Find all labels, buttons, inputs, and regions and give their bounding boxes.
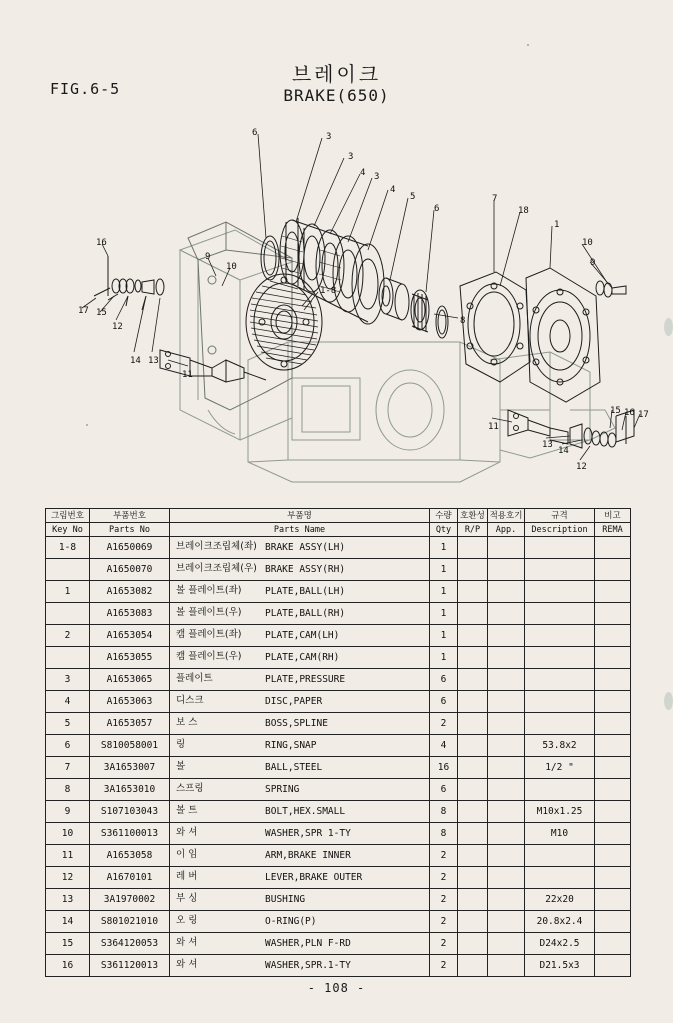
table-row[interactable] (46, 691, 631, 713)
cell-partsname (170, 669, 430, 691)
table-row[interactable] (46, 603, 631, 625)
cell-partsname (170, 823, 430, 845)
cell-rp (458, 669, 488, 691)
callout: 15 (610, 406, 621, 416)
col-header-keyno-ko: 그림번호 (46, 509, 90, 523)
table-row[interactable] (46, 779, 631, 801)
cell-partsname-en: LEVER,BRAKE OUTER (265, 871, 363, 883)
cell-desc (525, 581, 595, 603)
cell-partsname-en: BOSS,SPLINE (265, 717, 328, 729)
cell-partno: S364120053 (90, 933, 170, 955)
cell-partsname-ko: 브레이크조립체(좌) (176, 541, 257, 552)
cell-partsname (170, 735, 430, 757)
cell-rema (595, 537, 631, 559)
cell-partsname-en: PLATE,PRESSURE (265, 673, 346, 685)
cell-rp (458, 757, 488, 779)
callout: 14 (130, 356, 141, 366)
cell-rp (458, 647, 488, 669)
cell-qty: 2 (430, 911, 458, 933)
parts-table-container (45, 508, 630, 977)
cell-rema (595, 647, 631, 669)
cell-rema (595, 625, 631, 647)
cell-qty: 1 (430, 603, 458, 625)
cell-partno: A1650069 (90, 537, 170, 559)
cell-qty: 1 (430, 581, 458, 603)
cell-rema (595, 933, 631, 955)
cell-rema (595, 559, 631, 581)
cell-rp (458, 735, 488, 757)
cell-qty: 8 (430, 823, 458, 845)
cell-partsname-ko: 보 스 (176, 717, 198, 728)
cell-rp (458, 867, 488, 889)
scan-speck (527, 44, 529, 46)
callout: 3 (326, 132, 332, 142)
callout: 16 (96, 238, 107, 248)
cell-partsname-ko: 이 임 (176, 849, 198, 860)
cell-qty: 1 (430, 625, 458, 647)
cell-keyno: 13 (46, 889, 90, 911)
cell-desc: 1/2 " (525, 757, 595, 779)
cell-app (488, 801, 525, 823)
table-row[interactable] (46, 801, 631, 823)
cell-partsname-ko: 와 셔 (176, 959, 198, 970)
cell-desc (525, 603, 595, 625)
cell-app (488, 779, 525, 801)
cell-app (488, 757, 525, 779)
cell-partsname-ko: 오 링 (176, 915, 198, 926)
table-row[interactable] (46, 933, 631, 955)
cell-partsname-ko: 볼 (176, 761, 186, 772)
cell-partsname-en: BOLT,HEX.SMALL (265, 805, 346, 817)
cell-qty: 2 (430, 933, 458, 955)
col-header-keyno: Key No (46, 523, 90, 537)
cell-partno: S810058001 (90, 735, 170, 757)
callout: 10 (582, 238, 593, 248)
cell-rp (458, 933, 488, 955)
cell-partsname-en: O-RING(P) (265, 915, 317, 927)
table-row[interactable] (46, 581, 631, 603)
col-header-app: App. (488, 523, 525, 537)
table-row[interactable] (46, 955, 631, 977)
cell-partno: A1653058 (90, 845, 170, 867)
cell-partno: A1653055 (90, 647, 170, 669)
cell-desc: M10 (525, 823, 595, 845)
cell-partno: A1653083 (90, 603, 170, 625)
cell-keyno: 14 (46, 911, 90, 933)
callout: 4 (360, 168, 366, 178)
cell-desc (525, 845, 595, 867)
cell-app (488, 911, 525, 933)
cell-rp (458, 845, 488, 867)
cell-partsname-en: PLATE,CAM(LH) (265, 629, 340, 641)
cell-desc (525, 647, 595, 669)
cell-partsname-ko: 와 셔 (176, 937, 198, 948)
table-row[interactable] (46, 867, 631, 889)
cell-rp (458, 801, 488, 823)
cell-rema (595, 735, 631, 757)
cell-rema (595, 757, 631, 779)
callout: 10 (226, 262, 237, 272)
cell-keyno: 2 (46, 625, 90, 647)
cell-desc: D21.5x3 (525, 955, 595, 977)
cell-app (488, 647, 525, 669)
callout: 6 (252, 128, 258, 138)
scan-artifact-bottom (664, 692, 673, 710)
cell-rema (595, 911, 631, 933)
table-header-row-english (46, 523, 631, 537)
cell-app (488, 691, 525, 713)
cell-qty: 6 (430, 691, 458, 713)
cell-qty: 6 (430, 779, 458, 801)
cell-partsname-ko: 레 버 (176, 871, 198, 882)
cell-partsname (170, 933, 430, 955)
table-row[interactable] (46, 647, 631, 669)
col-header-qty: Qty (430, 523, 458, 537)
cell-partsname (170, 603, 430, 625)
callout: 1-8 (320, 286, 337, 296)
cell-partsname (170, 559, 430, 581)
callout: 15 (96, 308, 107, 318)
cell-partsname (170, 955, 430, 977)
cell-rp (458, 911, 488, 933)
cell-qty: 1 (430, 559, 458, 581)
cell-qty: 16 (430, 757, 458, 779)
cell-keyno: 4 (46, 691, 90, 713)
cell-partsname-ko: 디스크 (176, 695, 204, 706)
cell-qty: 2 (430, 955, 458, 977)
cell-partsname-ko: 와 셔 (176, 827, 198, 838)
table-row[interactable] (46, 823, 631, 845)
cell-qty: 4 (430, 735, 458, 757)
table-row[interactable] (46, 713, 631, 735)
cell-keyno: 7 (46, 757, 90, 779)
cell-partsname (170, 911, 430, 933)
cell-rp (458, 955, 488, 977)
cell-partsname-ko: 볼 플레이트(우) (176, 607, 242, 618)
cell-partsname (170, 713, 430, 735)
cell-partno: 3A1653010 (90, 779, 170, 801)
cell-partsname-en: SPRING (265, 783, 300, 795)
cell-desc: 53.8x2 (525, 735, 595, 757)
cell-keyno (46, 603, 90, 625)
col-header-rp: R/P (458, 523, 488, 537)
callout: 16 (624, 408, 635, 418)
callout: 4 (390, 185, 396, 195)
table-row[interactable] (46, 625, 631, 647)
cell-qty: 2 (430, 713, 458, 735)
callout: 5 (410, 192, 416, 202)
page-number: - 108 - (307, 981, 366, 995)
cell-partsname (170, 537, 430, 559)
cell-desc (525, 779, 595, 801)
cell-partsname-ko: 볼 트 (176, 805, 198, 816)
cell-qty: 1 (430, 537, 458, 559)
cell-rp (458, 779, 488, 801)
cell-keyno: 10 (46, 823, 90, 845)
cell-desc (525, 625, 595, 647)
cell-keyno (46, 647, 90, 669)
cell-partno: S361120013 (90, 955, 170, 977)
table-row[interactable] (46, 559, 631, 581)
cell-desc (525, 537, 595, 559)
cell-keyno: 11 (46, 845, 90, 867)
col-header-qty-ko: 수량 (430, 509, 458, 523)
cell-partno: A1653054 (90, 625, 170, 647)
cell-rp (458, 603, 488, 625)
cell-partno: 3A1653007 (90, 757, 170, 779)
cell-partno: S801021010 (90, 911, 170, 933)
cell-keyno: 9 (46, 801, 90, 823)
callout: 11 (182, 370, 193, 380)
cell-app (488, 713, 525, 735)
cell-rp (458, 713, 488, 735)
figure-number: FIG.6-5 (50, 80, 121, 98)
callout: 3 (348, 152, 354, 162)
col-header-partno: Parts No (90, 523, 170, 537)
cell-partsname-en: WASHER,SPR.1-TY (265, 959, 351, 971)
cell-app (488, 845, 525, 867)
cell-partno: S361100013 (90, 823, 170, 845)
cell-partsname-en: WASHER,SPR 1-TY (265, 827, 351, 839)
cell-keyno: 1 (46, 581, 90, 603)
table-row[interactable] (46, 537, 631, 559)
scan-artifact-top (664, 318, 673, 336)
cell-partno: 3A1970002 (90, 889, 170, 911)
callout: 3 (374, 172, 380, 182)
cell-desc (525, 691, 595, 713)
cell-keyno: 8 (46, 779, 90, 801)
cell-app (488, 669, 525, 691)
callout: 12 (112, 322, 123, 332)
table-row[interactable] (46, 669, 631, 691)
cell-rema (595, 603, 631, 625)
cell-partsname (170, 889, 430, 911)
cell-rema (595, 801, 631, 823)
cell-desc (525, 669, 595, 691)
col-header-rema-ko: 비고 (595, 509, 631, 523)
cell-desc (525, 867, 595, 889)
callout: 13 (148, 356, 159, 366)
cell-rp (458, 537, 488, 559)
cell-rema (595, 581, 631, 603)
cell-partno: A1670101 (90, 867, 170, 889)
cell-rema (595, 779, 631, 801)
callout: 9 (590, 258, 596, 268)
cell-desc: M10x1.25 (525, 801, 595, 823)
parts-table-body (46, 537, 631, 977)
cell-rema (595, 669, 631, 691)
cell-qty: 1 (430, 647, 458, 669)
cell-app (488, 559, 525, 581)
table-row[interactable] (46, 911, 631, 933)
callout: 14 (558, 446, 569, 456)
cell-rp (458, 823, 488, 845)
col-header-partsname-ko: 부품명 (170, 509, 430, 523)
cell-partno: S107103043 (90, 801, 170, 823)
callout: 8 (460, 316, 466, 326)
cell-app (488, 867, 525, 889)
cell-partsname-en: BALL,STEEL (265, 761, 323, 773)
table-row[interactable] (46, 889, 631, 911)
cell-qty: 8 (430, 801, 458, 823)
cell-partsname-en: ARM,BRAKE INNER (265, 849, 351, 861)
col-header-rp-ko: 호환성 (458, 509, 488, 523)
cell-keyno: 15 (46, 933, 90, 955)
page-title-korean: 브레이크 (291, 62, 382, 86)
col-header-rema: REMA (595, 523, 631, 537)
cell-app (488, 933, 525, 955)
cell-desc (525, 559, 595, 581)
cell-partsname (170, 801, 430, 823)
table-row[interactable] (46, 845, 631, 867)
cell-partno: A1653082 (90, 581, 170, 603)
callout: 6 (434, 204, 440, 214)
cell-app (488, 735, 525, 757)
cell-rema (595, 713, 631, 735)
cell-partno: A1653063 (90, 691, 170, 713)
cell-qty: 6 (430, 669, 458, 691)
cell-partsname (170, 581, 430, 603)
col-header-desc-ko: 규격 (525, 509, 595, 523)
cell-partsname-ko: 캠 플레이트(좌) (176, 629, 242, 640)
cell-partsname-en: BUSHING (265, 893, 306, 905)
cell-desc: D24x2.5 (525, 933, 595, 955)
cell-partsname-en: WASHER,PLN F-RD (265, 937, 351, 949)
cell-partsname-en: BRAKE ASSY(RH) (265, 563, 346, 575)
cell-partsname-en: RING,SNAP (265, 739, 317, 751)
cell-keyno: 5 (46, 713, 90, 735)
parts-table (45, 508, 631, 977)
col-header-desc: Description (525, 523, 595, 537)
col-header-partsname: Parts Name (170, 523, 430, 537)
cell-app (488, 625, 525, 647)
cell-app (488, 955, 525, 977)
cell-desc: 22x20 (525, 889, 595, 911)
cell-partsname (170, 845, 430, 867)
cell-qty: 2 (430, 845, 458, 867)
cell-rema (595, 889, 631, 911)
table-row[interactable] (46, 757, 631, 779)
cell-keyno: 6 (46, 735, 90, 757)
col-header-partno-ko: 부품번호 (90, 509, 170, 523)
callout: 17 (638, 410, 649, 420)
exploded-parts-diagram (30, 110, 649, 500)
cell-partsname-en: PLATE,BALL(LH) (265, 585, 346, 597)
callout: 12 (576, 462, 587, 472)
cell-rema (595, 823, 631, 845)
callout: 13 (542, 440, 553, 450)
cell-app (488, 889, 525, 911)
cell-partsname (170, 647, 430, 669)
cell-partsname (170, 691, 430, 713)
cell-keyno (46, 559, 90, 581)
table-header-row-korean (46, 509, 631, 523)
cell-partsname-ko: 링 (176, 739, 186, 750)
cell-partsname-en: PLATE,CAM(RH) (265, 651, 340, 663)
cell-desc (525, 713, 595, 735)
cell-rp (458, 581, 488, 603)
callout: 1 (554, 220, 560, 230)
callout: 7 (492, 194, 498, 204)
cell-partsname-ko: 캠 플레이트(우) (176, 651, 242, 662)
cell-app (488, 603, 525, 625)
scan-speck (86, 424, 88, 426)
cell-partsname-en: BRAKE ASSY(LH) (265, 541, 346, 553)
cell-qty: 2 (430, 889, 458, 911)
cell-rema (595, 691, 631, 713)
cell-desc: 20.8x2.4 (525, 911, 595, 933)
cell-keyno: 1-8 (46, 537, 90, 559)
cell-rema (595, 867, 631, 889)
cell-keyno: 16 (46, 955, 90, 977)
callout: 9 (205, 252, 211, 262)
cell-partno: A1653065 (90, 669, 170, 691)
cell-partno: A1653057 (90, 713, 170, 735)
cell-partsname (170, 757, 430, 779)
cell-partsname-ko: 브레이크조립체(우) (176, 563, 257, 574)
cell-keyno: 12 (46, 867, 90, 889)
cell-partsname-ko: 부 싱 (176, 893, 198, 904)
callout: 17 (78, 306, 89, 316)
cell-app (488, 537, 525, 559)
cell-rp (458, 625, 488, 647)
cell-partsname (170, 867, 430, 889)
cell-rema (595, 955, 631, 977)
col-header-app-ko: 적용호기 (488, 509, 525, 523)
cell-partsname-ko: 플레이트 (176, 673, 213, 684)
cell-partsname-en: PLATE,BALL(RH) (265, 607, 346, 619)
cell-partsname-ko: 스프링 (176, 783, 204, 794)
cell-rp (458, 559, 488, 581)
cell-partsname-ko: 볼 플레이트(좌) (176, 585, 242, 596)
callout: 18 (518, 206, 529, 216)
cell-rp (458, 691, 488, 713)
cell-rp (458, 889, 488, 911)
page-title-english: BRAKE(650) (283, 86, 390, 105)
cell-partsname (170, 779, 430, 801)
cell-rema (595, 845, 631, 867)
cell-keyno: 3 (46, 669, 90, 691)
cell-app (488, 823, 525, 845)
cell-partsname-en: DISC,PAPER (265, 695, 323, 707)
cell-partno: A1650070 (90, 559, 170, 581)
cell-app (488, 581, 525, 603)
table-row[interactable] (46, 735, 631, 757)
cell-partsname (170, 625, 430, 647)
callout: 11 (488, 422, 499, 432)
cell-qty: 2 (430, 867, 458, 889)
